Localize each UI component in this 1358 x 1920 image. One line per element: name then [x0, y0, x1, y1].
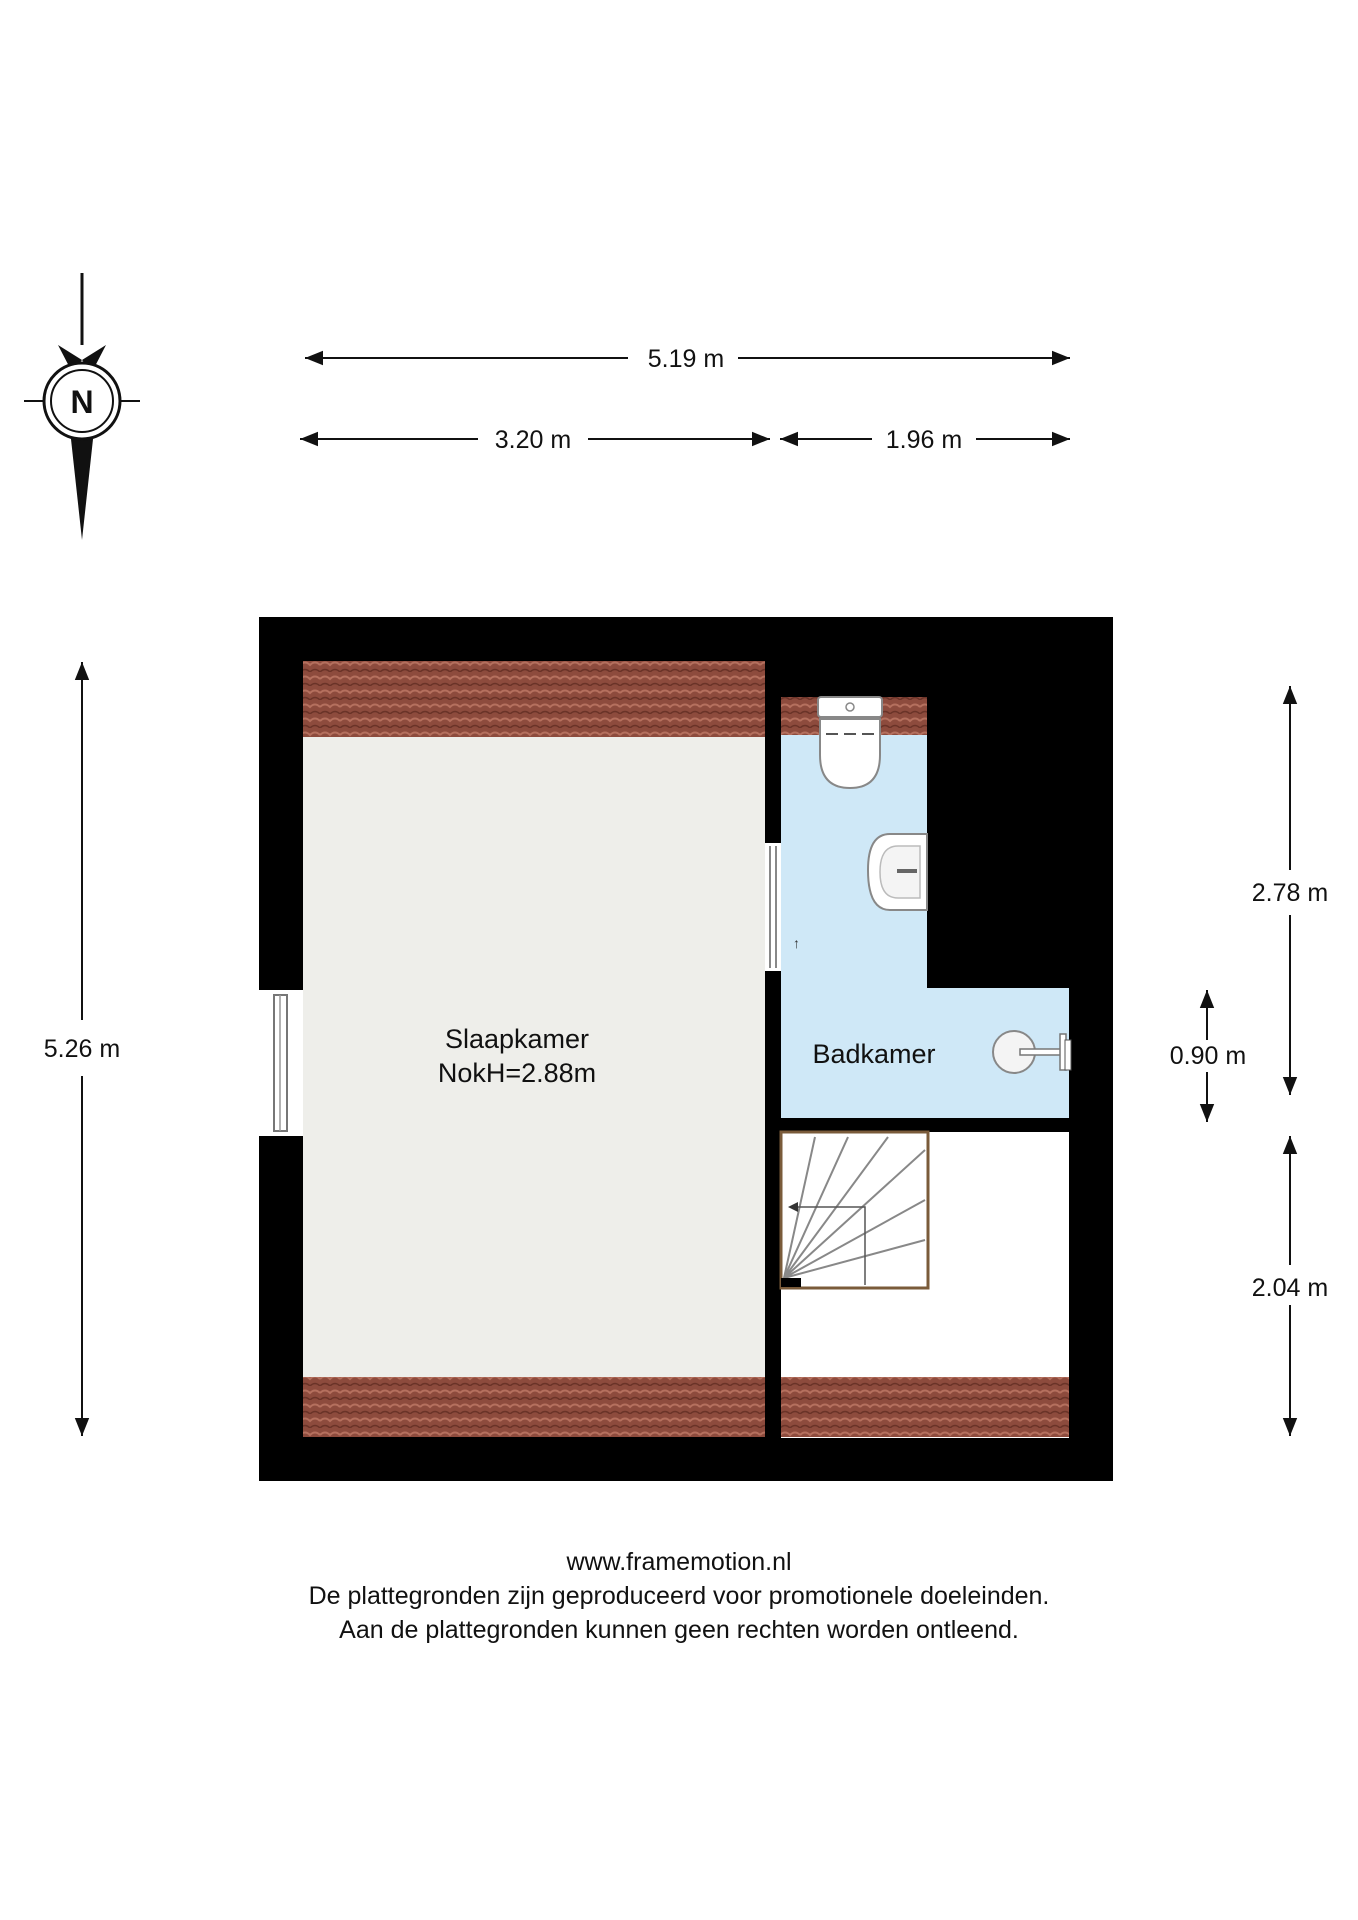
door-swing-mark: ↑: [793, 935, 800, 951]
dimension-width-left: [300, 426, 770, 454]
dimension-height-upper-right: [1252, 686, 1328, 1095]
footer-disclaimer-1: De plattegronden zijn geproduceerd voor promotionele doeleinden.: [308, 1582, 1050, 1610]
sink-icon: [868, 834, 927, 910]
dimension-total-height-label: 5.26 m: [43, 1035, 121, 1063]
dimension-width-right-label: 1.96 m: [885, 426, 963, 454]
dimension-height-lower-right-label: 2.04 m: [1251, 1274, 1329, 1302]
compass: [24, 273, 140, 540]
footer: [0, 1545, 1358, 1647]
compass-label: N: [70, 384, 94, 420]
landing-roof-tiles: [781, 1377, 1069, 1437]
bedroom-roof-tiles-bottom: [303, 1377, 765, 1437]
dimension-height-opening-label: 0.90 m: [1169, 1042, 1247, 1070]
footer-disclaimer-2: Aan de plattegronden kunnen geen rechten worden ontleend.: [339, 1616, 1019, 1644]
bedroom: [303, 661, 765, 1437]
dimension-height-upper-right-label: 2.78 m: [1251, 879, 1329, 907]
dimension-total-width: [305, 345, 1070, 373]
toilet-icon: [818, 697, 882, 788]
dimension-total-width-label: 5.19 m: [647, 345, 725, 373]
bathroom-name: Badkamer: [812, 1039, 936, 1069]
compass-south-needle: [70, 430, 94, 540]
bathroom-window: [1065, 1040, 1071, 1070]
staircase: [781, 1132, 928, 1288]
dimension-height-lower-right: [1252, 1136, 1328, 1436]
dimension-width-left-label: 3.20 m: [494, 426, 572, 454]
footer-website: www.framemotion.nl: [566, 1548, 792, 1576]
bedroom-name: Slaapkamer: [444, 1024, 590, 1054]
bedroom-ridge-height: NokH=2.88m: [437, 1058, 597, 1088]
bedroom-window: [259, 990, 303, 1136]
dimension-total-height: [44, 662, 120, 1436]
dimension-width-right: [780, 426, 1070, 454]
bathroom-door-opening: [765, 843, 781, 971]
dimension-height-opening: [1170, 990, 1246, 1122]
bedroom-roof-tiles-top: [303, 661, 765, 737]
